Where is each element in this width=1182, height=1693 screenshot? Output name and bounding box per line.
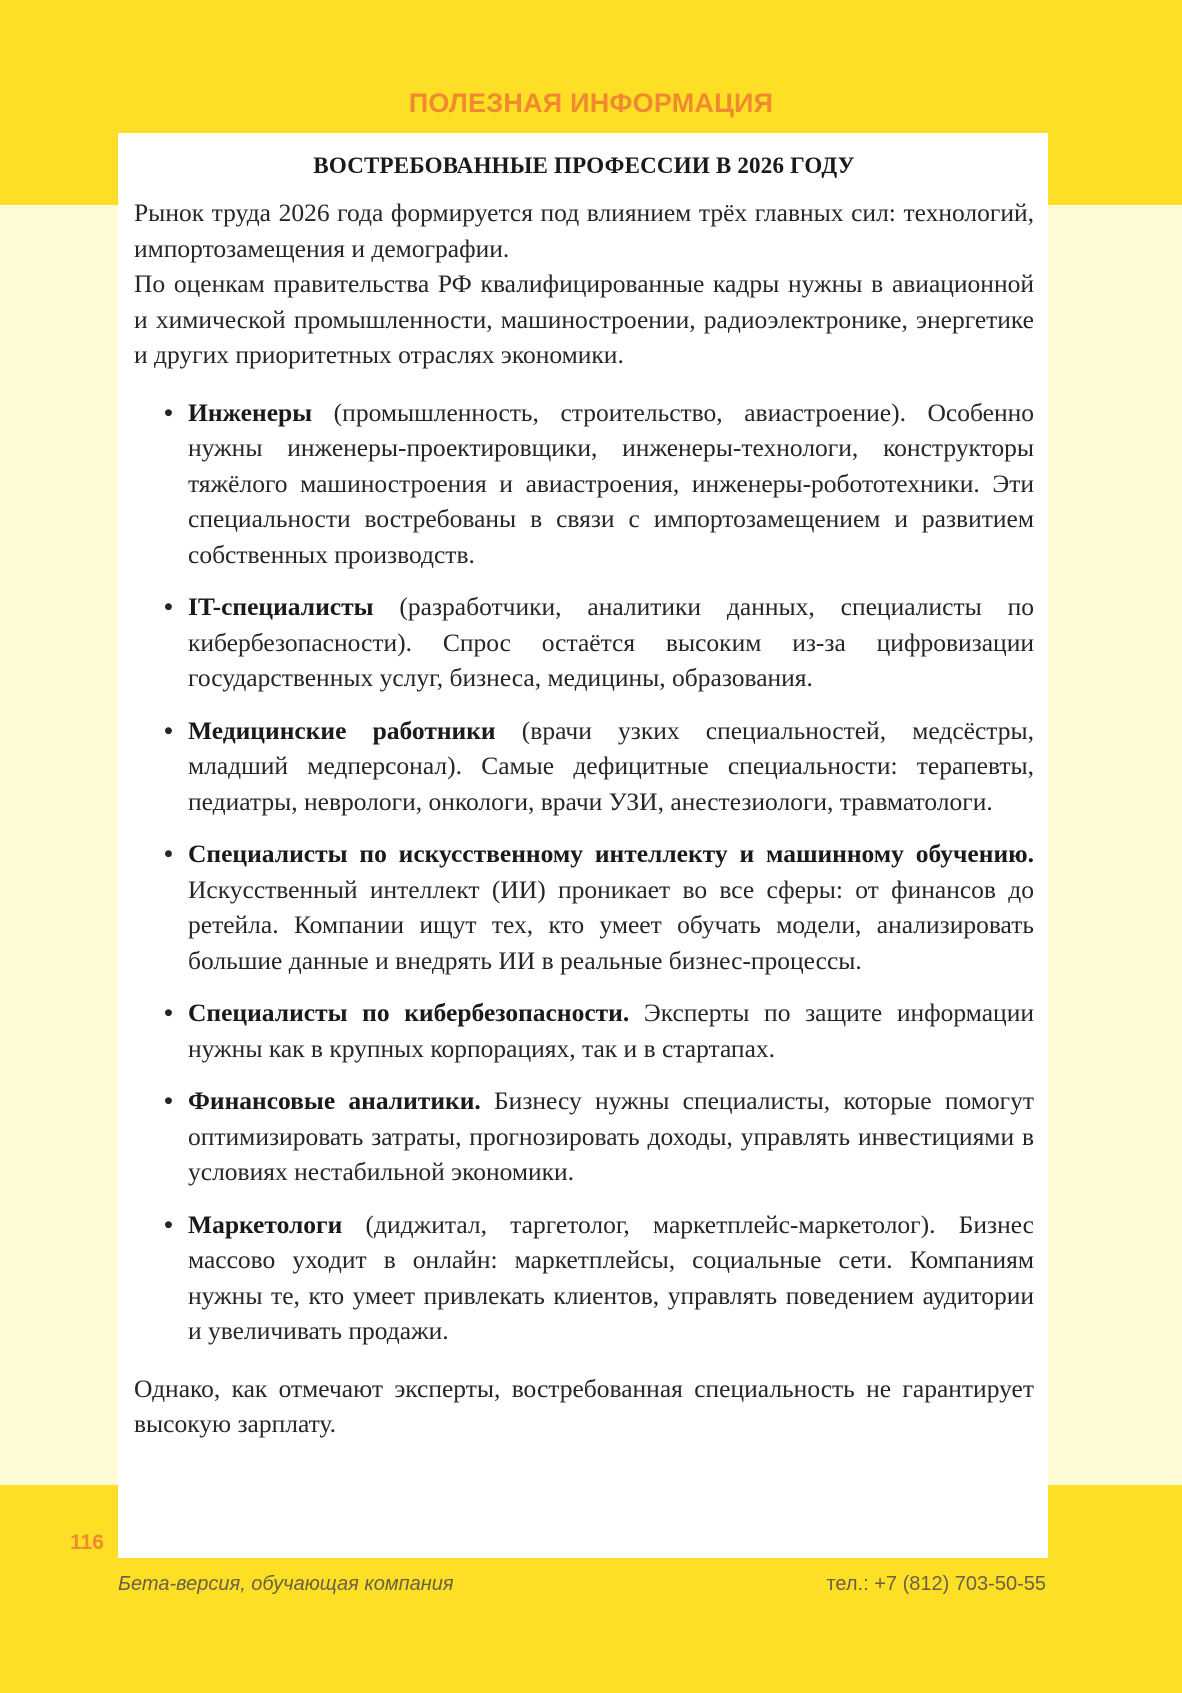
profession-description: (промышленность, строительство, авиастроение). Особенно нужны инженеры-проектировщики, инженеры-технологи, конструкторы тяжёлого машиностроения и авиастроения, инженеры-робототехники. Эти специальности востребованы в связи с импортозамещением и развитием собственных производств. [188, 397, 1034, 569]
profession-description: (врачи узких специальностей, медсёстры, младший медперсонал). Самые дефицитные специальности: терапевты, педиатры, неврологи, онкологи, врачи УЗИ, анестезиологи, травматологи. [188, 715, 1034, 816]
profession-term: Специалисты по кибербезопасности. [188, 998, 630, 1027]
bullet-icon: • [164, 592, 173, 621]
bullet-icon: • [164, 715, 173, 745]
intro-paragraph: По оценкам правительства РФ квалифицированные кадры нужны в авиационной и химической промышленности, машиностроении, радиоэлектронике, энергетике и других приоритетных отраслях экономики. [134, 269, 1034, 369]
professions-list [134, 395, 1034, 1349]
list-item [134, 589, 1034, 696]
profession-term: Специалисты по искусственному интеллекту и машинному обучению. [188, 839, 1034, 868]
footer-company: Бета-версия, обучающая компания [118, 1573, 454, 1595]
profession-description: Искусственный интеллект (ИИ) проникает во все сферы: от финансов до ретейла. Компании ищут тех, кто умеет обучать модели, анализировать большие данные и внедрять ИИ в реальные бизнес-процессы. [188, 874, 1034, 975]
profession-term: Медицинские работники [188, 715, 496, 745]
profession-term: Финансовые аналитики. [188, 1086, 481, 1115]
list-item [134, 1083, 1034, 1190]
profession-description: Бизнесу нужны специалисты, которые помогут оптимизировать затраты, прогнозировать доходы, управлять инвестициями в условиях нестабильной экономики. [188, 1086, 1034, 1186]
profession-term: Маркетологи [188, 1209, 343, 1239]
article-card [118, 133, 1048, 1558]
profession-description: (диджитал, таргетолог, маркетплейс-маркетолог). Бизнес массово уходит в онлайн: маркетплейсы, социальные сети. Компаниям нужны те, кто умеет привлекать клиентов, управлять поведением аудитории и увеличивать продажи. [188, 1209, 1034, 1345]
bullet-icon: • [164, 998, 173, 1027]
profession-term: Инженеры [188, 397, 313, 427]
list-item [134, 1207, 1034, 1349]
bullet-icon: • [164, 1209, 173, 1239]
footer-phone: тел.: +7 (812) 703-50-55 [826, 1573, 1046, 1595]
section-label: ПОЛЕЗНАЯ ИНФОРМАЦИЯ [408, 88, 774, 118]
list-item [134, 836, 1034, 978]
article-title: ВОСТРЕБОВАННЫЕ ПРОФЕССИИ В 2026 ГОДУ [313, 153, 855, 178]
bullet-icon: • [164, 839, 173, 868]
profession-description: Эксперты по защите информации нужны как в крупных корпорациях, так и в стартапах. [188, 998, 1034, 1063]
bullet-icon: • [164, 1086, 173, 1115]
profession-description: (разработчики, аналитики данных, специалисты по кибербезопасности). Спрос остаётся высоким из-за цифровизации государственных услуг, бизнеса, медицины, образования. [188, 592, 1034, 692]
list-item [134, 713, 1034, 820]
closing-paragraph: Однако, как отмечают эксперты, востребованная специальность не гарантирует высокую зарплату. [134, 1373, 1034, 1438]
list-item [134, 995, 1034, 1066]
list-item [134, 395, 1034, 573]
profession-term: IT-специалисты [188, 592, 374, 621]
bullet-icon: • [164, 397, 173, 427]
intro-paragraph: Рынок труда 2026 года формируется под влиянием трёх главных сил: технологий, импортозамещения и демографии. [134, 198, 1034, 263]
page-number: 116 [70, 1531, 104, 1554]
